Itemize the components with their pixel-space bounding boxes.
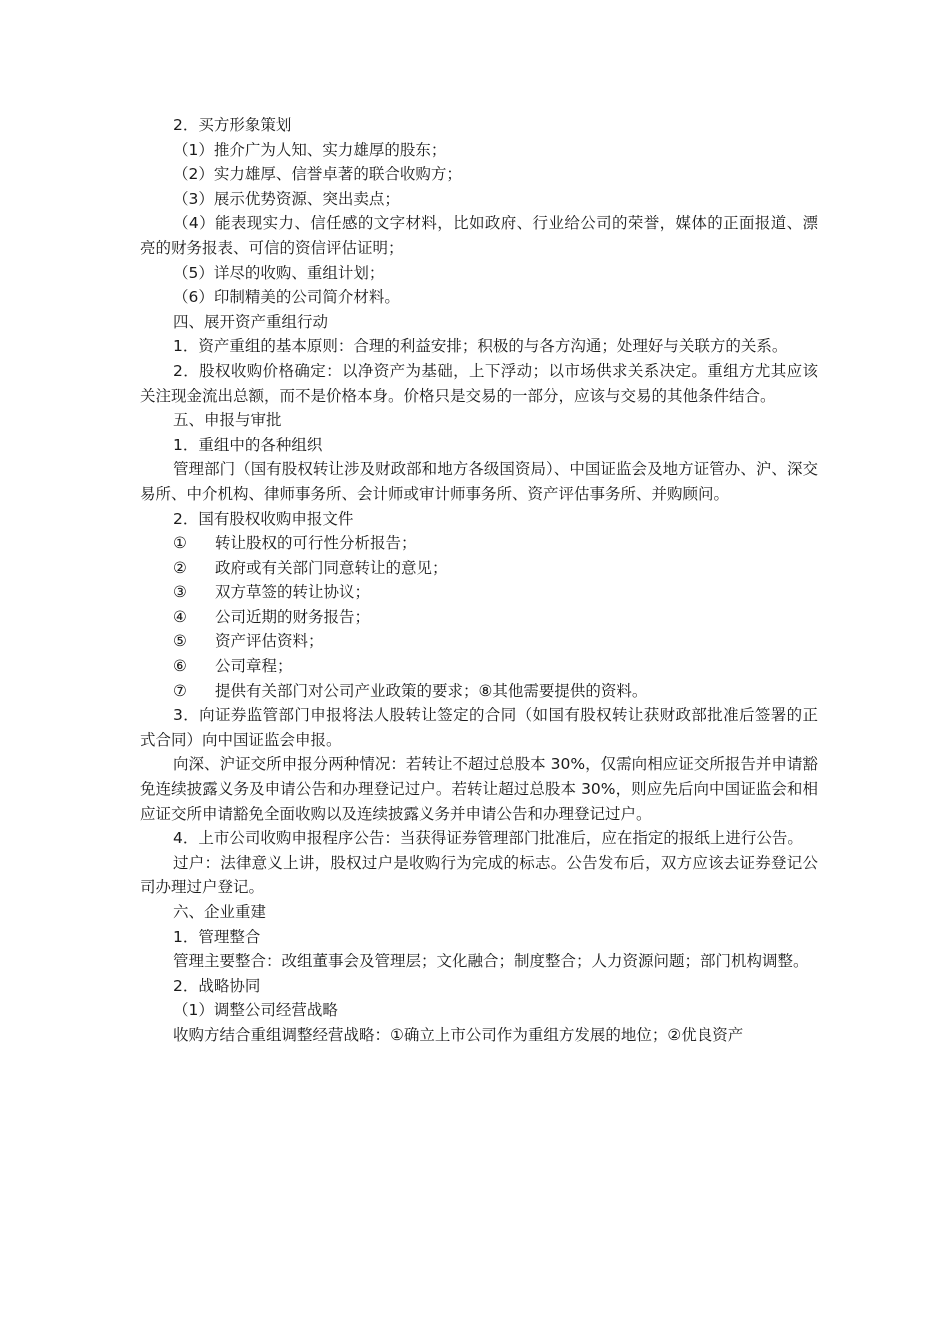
list-marker: ⑥ xyxy=(173,657,187,676)
list-marker: ③ xyxy=(173,583,187,602)
paragraph: 管理主要整合：改组董事会及管理层；文化融合；制度整合；人力资源问题；部门机构调整。 xyxy=(173,952,809,971)
subheading: 2．战略协同 xyxy=(173,976,261,995)
paragraph-block-1 xyxy=(140,113,818,531)
subheading: 1．管理整合 xyxy=(173,927,261,946)
paragraph: 过户：法律意义上讲，股权过户是收购行为完成的标志。公告发布后，双方应该去证券登记公司办理过户登记。 xyxy=(140,853,818,897)
section-heading-5: 五、申报与审批 xyxy=(173,411,282,430)
paragraph: 2．股权收购价格确定：以净资产为基础，上下浮动；以市场供求关系决定。重组方尤其应该关注现金流出总额，而不是价格本身。价格只是交易的一部分，应该与交易的其他条件结合。 xyxy=(140,361,818,405)
paragraph: 管理部门（国有股权转让涉及财政部和地方各级国资局）、中国证监会及地方证管办、沪、深交易所、中介机构、律师事务所、会计师或审计师事务所、资产评估事务所、并购顾问。 xyxy=(140,460,818,503)
numbered-list xyxy=(140,531,818,703)
paragraph-block-2 xyxy=(140,703,818,1047)
list-item xyxy=(140,580,818,605)
list-item-text: 双方草签的转让协议； xyxy=(215,583,371,602)
list-item xyxy=(140,556,818,581)
paragraph: 4．上市公司收购申报程序公告：当获得证券管理部门批准后，应在指定的报纸上进行公告。 xyxy=(173,829,803,848)
list-marker: ② xyxy=(173,558,187,577)
section-heading-6: 六、企业重建 xyxy=(173,903,267,921)
list-marker: ⑤ xyxy=(173,632,187,651)
subheading: 2．国有股权收购申报文件 xyxy=(173,509,354,528)
paragraph: 收购方结合重组调整经营战略：①确立上市公司作为重组方发展的地位；②优良资产 xyxy=(173,1025,744,1044)
list-item-text: 政府或有关部门同意转让的意见； xyxy=(215,558,448,577)
list-item-text: 公司章程； xyxy=(215,657,293,676)
list-item xyxy=(140,531,818,556)
paragraph: 3．向证券监管部门申报将法人股转让签定的合同（如国有股权转让获财政部批准后签署的正式合同）向中国证监会申报。 xyxy=(140,706,818,749)
paragraph: （3）展示优势资源、突出卖点； xyxy=(173,189,400,208)
list-item xyxy=(140,654,818,679)
paragraph: 向深、沪证交所申报分两种情况：若转让不超过总股本 30%，仅需向相应证交所报告并申请豁免连续披露义务及申请公告和办理登记过户。若转让超过总股本 30%，则应先后向中国证监会和相应证交所申请豁免全面收购以及连续披露义务并申请公告和办理登记过户。 xyxy=(140,755,818,823)
list-item-text: 提供有关部门对公司产业政策的要求；⑧其他需要提供的资料。 xyxy=(215,681,648,700)
paragraph: （6）印制精美的公司简介材料。 xyxy=(173,288,400,307)
list-item-text: 资产评估资料； xyxy=(215,632,324,651)
paragraph: （4）能表现实力、信任感的文字材料，比如政府、行业给公司的荣誉，媒体的正面报道、漂亮的财务报表、可信的资信评估证明； xyxy=(140,214,818,257)
list-marker: ① xyxy=(173,534,187,553)
list-item xyxy=(140,679,818,704)
paragraph: （1）推介广为人知、实力雄厚的股东； xyxy=(173,140,447,159)
paragraph: （1）调整公司经营战略 xyxy=(173,1001,338,1020)
paragraph: 1．资产重组的基本原则：合理的利益安排；积极的与各方沟通；处理好与关联方的关系。 xyxy=(173,337,788,356)
list-marker: ⑦ xyxy=(173,681,187,700)
list-marker: ④ xyxy=(173,607,187,626)
list-item-text: 转让股权的可行性分析报告； xyxy=(215,534,417,553)
list-item-text: 公司近期的财务报告； xyxy=(215,607,371,626)
document-page xyxy=(140,113,818,1048)
subheading: 1．重组中的各种组织 xyxy=(173,435,323,454)
heading-buyer-image: 2．买方形象策划 xyxy=(173,116,292,134)
paragraph: （5）详尽的收购、重组计划； xyxy=(173,263,385,282)
list-item xyxy=(140,605,818,630)
paragraph: （2）实力雄厚、信誉卓著的联合收购方； xyxy=(173,165,462,184)
list-item xyxy=(140,629,818,654)
section-heading-4: 四、展开资产重组行动 xyxy=(173,312,329,331)
